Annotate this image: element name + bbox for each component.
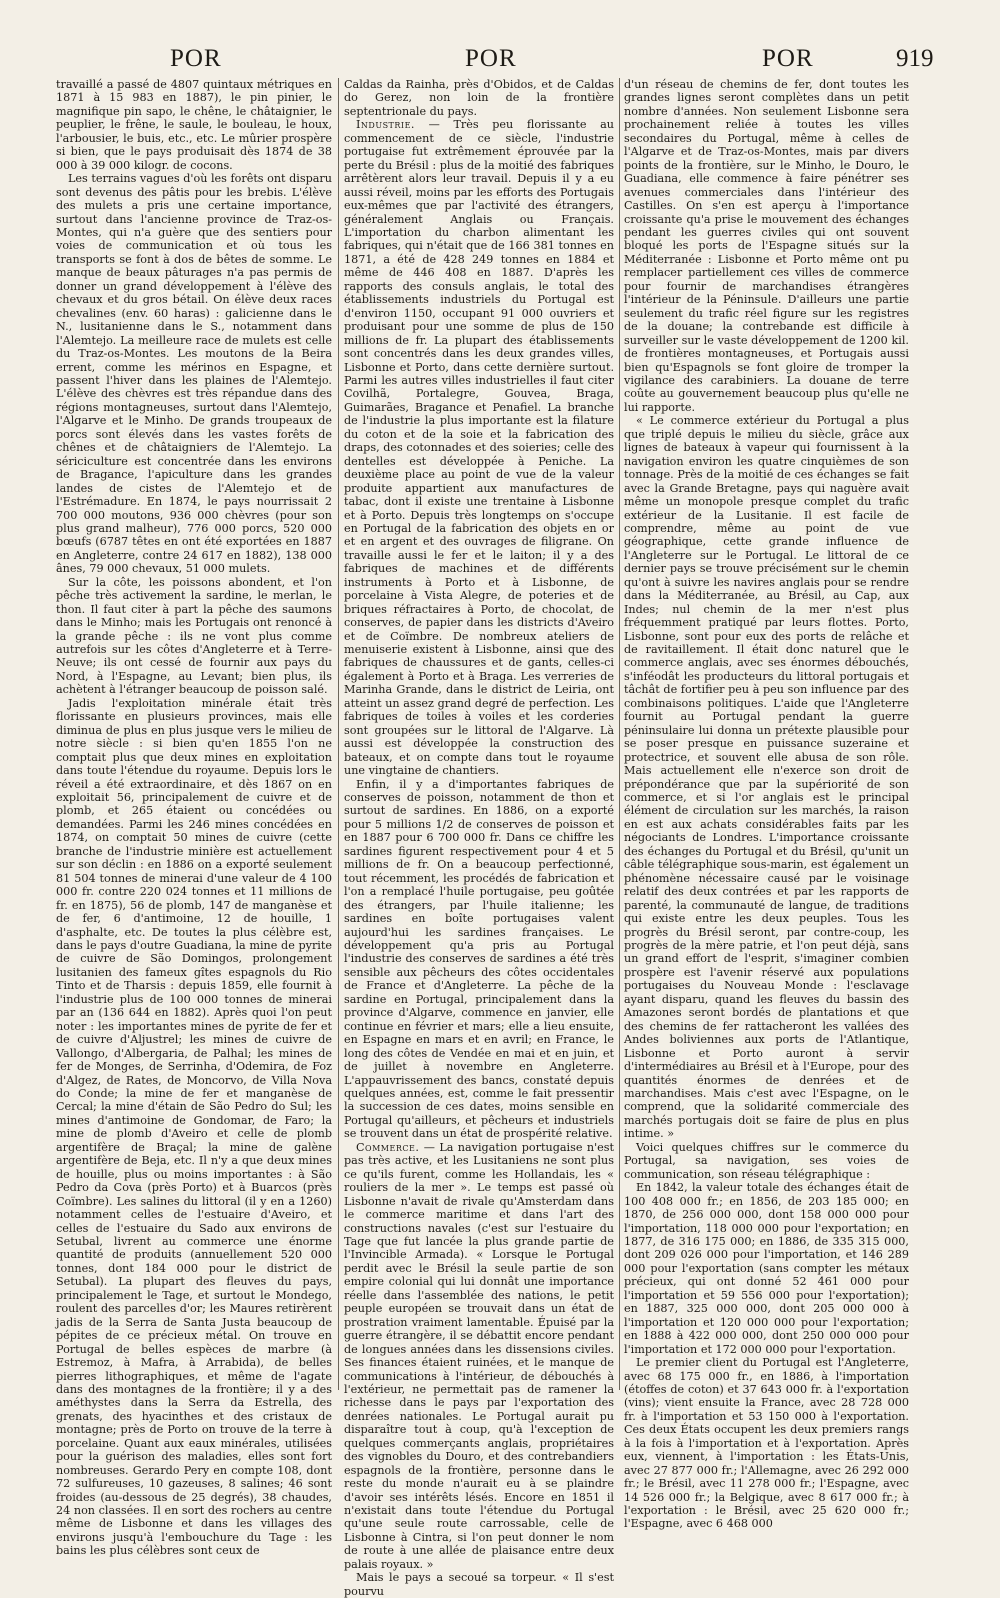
- paragraph: « Le commerce extérieur du Portugal a plus que triplé depuis le milieu du siècle, grâce aux lignes de bateaux à vapeur qui fournissent à la navigation environ les quatre cinquièmes de son tonnage. Près de la moitié de ces échanges se fait avec la Grande Bretagne, pays qui naguère avait même un monopole presque complet du trafic extérieur de la Lusitanie. Il est facile de comprendre, même au point de vue géographique, cette grande influence de l'Angleterre sur le Portugal. Le littoral de ce dernier pays se trouve précisément sur le chemin qu'ont à suivre les navires anglais pour se rendre dans la Méditerranée, au Brésil, au Cap, aux Indes; nul chemin de la mer n'est plus fréquemment pratiqué par leurs flottes. Porto, Lisbonne, sont pour eux des ports de relâche et de ravitaillement. Il était donc naturel que le commerce anglais, avec ses énormes débouchés, s'inféodât les producteurs du littoral portugais et tâchât de fortifier peu à peu son influence par des combinaisons politiques. L'aide que l'Angleterre fournit au Portugal pendant la guerre péninsulaire lui donna un prétexte plausible pour se poser presque en puissance suzeraine et protectrice, et souvent elle abusa de son rôle. Mais actuellement elle n'exerce son droit de prépondérance que par la supériorité de son commerce, et si l'or anglais est le principal élément de circulation sur les marchés, la raison en est aux achats considérables faits par les négociants de Londres. L'importance croissante des échanges du Portugal et du Brésil, qu'unit un câble télégraphique sous-marin, est également un phénomène nécessaire causé par le voisinage relatif des deux contrées et par les rapports de parenté, la communauté de langue, de traditions qui existe entre les deux peuples. Tous les progrès du Brésil seront, par contre-coup, les progrès de la mère patrie, et l'on peut déjà, sans un grand effort de l'esprit, s'imaginer combien prospère est l'avenir réservé aux populations portugaises du Nouveau Monde : l'esclavage ayant disparu, quand les fleuves du bassin des Amazones seront bordés de plantations et que des chemins de fer rattacheront les vallées des Andes boliviennes aux ports de l'Atlantique, Lisbonne et Porto auront à servir d'intermédiaires au Brésil et à l'Europe, pour des quantités énormes de denrées et de marchandises. Mais c'est avec l'Espagne, on le comprend, que la solidarité commerciale des marchés portugais doit se faire de plus en plus intime. »: [624, 414, 909, 1141]
- column-middle: [344, 78, 614, 1598]
- running-header: [0, 44, 1000, 74]
- headword-right: POR: [762, 45, 814, 72]
- paragraph: Le premier client du Portugal est l'Angleterre, avec 68 175 000 fr., en 1886, à l'importation (étoffes de coton) et 37 643 000 fr. à l'exportation (vins); vient ensuite la France, avec 28 728 000 fr. à l'importation et 53 150 000 à l'exportation. Ces deux États occupent les deux premiers rangs à la fois à l'importation et à l'exportation. Après eux, viennent, à l'importation : les États-Unis, avec 27 877 000 fr.; l'Allemagne, avec 26 292 000 fr.; le Brésil, avec 11 278 000 fr.; l'Espagne, avec 14 526 000 fr.; la Belgique, avec 8 617 000 fr.; à l'exportation : le Brésil, avec 25 620 000 fr.; l'Espagne, avec 6 468 000: [624, 1356, 909, 1531]
- section-industrie: [344, 118, 614, 777]
- headword-left: POR: [170, 45, 222, 72]
- section-commerce: [344, 1141, 614, 1572]
- page-number: 919: [896, 45, 934, 72]
- headword-center: POR: [465, 45, 517, 72]
- section-heading-commerce: Commerce.: [356, 1140, 420, 1154]
- section-body: — La navigation portugaise n'est pas très active, et les Lusitaniens ne sont plus ce qu'ils furent, comme les Hollandais, les « rouliers de la mer ». Le temps est passé où Lisbonne n'avait de rivale qu'Amsterdam dans le commerce maritime et dans l'art des constructions navales (c'est sur l'estuaire du Tage que fut lancée la plus grande partie de l'Invincible Armada). « Lorsque le Portugal perdit avec le Brésil la seule partie de son empire colonial qui lui donnât une importance réelle dans l'assemblée des nations, le petit peuple européen se trouvait dans un état de prostration vraiment lamentable. Épuisé par la guerre étrangère, il se débattit encore pendant de longues années dans les dissensions civiles. Ses finances étaient ruinées, et le manque de communications à l'intérieur, de débouchés à l'extérieur, ne permettait pas de ramener la richesse dans le pays par l'exportation des denrées nationales. Le Portugal aurait pu disparaître tout à coup, qu'à l'exception de quelques commerçants anglais, propriétaires des vignobles du Douro, et des contrebandiers espagnols de la frontière, personne dans le reste du monde n'aurait eu à se plaindre d'avoir ses intérêts lésés. Encore en 1851 il n'existait dans toute l'étendue du Portugal qu'une seule route carrossable, celle de Lisbonne à Cintra, si l'on peut donner le nom de route à une allée de plaisance entre deux palais royaux. »: [344, 1140, 614, 1571]
- section-body: — Très peu florissante au commencement de ce siècle, l'industrie portugaise fut extrêmement éprouvée par la perte du Brésil : plus de la moitié des fabriques arrêtèrent alors leur travail. Depuis il y a eu aussi réveil, moins par les efforts des Portugais eux-mêmes que par l'activité des étrangers, généralement Anglais ou Français. L'importation du charbon alimentant les fabriques, qui n'était que de 166 381 tonnes en 1871, a été de 428 249 tonnes en 1884 et même de 446 408 en 1887. D'après les rapports des consuls anglais, le total des établissements industriels du Portugal est d'environ 1150, occupant 91 000 ouvriers et produisant pour une somme de plus de 150 millions de fr. La plupart des établissements sont concentrés dans les deux grandes villes, Lisbonne et Porto, dans cette dernière surtout. Parmi les autres villes industrielles il faut citer Covilhã, Portalegre, Gouvea, Braga, Guimarães, Bragance et Penafiel. La branche de l'industrie la plus importante est la filature du coton et de la soie et la fabrication des draps, des cotonnades et des soieries; celle des dentelles est développée à Peniche. La deuxième place au point de vue de la valeur produite appartient aux manufactures de tabac, dont il existe une trentaine à Lisbonne et à Porto. Depuis très longtemps on s'occupe en Portugal de la fabrication des objets en or et en argent et des ouvrages de filigrane. On travaille aussi le fer et le laiton; il y a des fabriques de machines et de différents instruments à Porto et à Lisbonne, de porcelaine à Vista Alegre, de poteries et de briques réfractaires à Porto, de chocolat, de conserves, de papier dans les districts d'Aveiro et de Coïmbre. De nombreux ateliers de menuiserie existent à Lisbonne, ainsi que des fabriques de chaussures et de gants, celles-ci également à Porto et à Braga. Les verreries de Marinha Grande, dans le district de Leiria, ont atteint un assez grand degré de perfection. Les fabriques de toiles à voiles et les corderies sont groupées sur le littoral de l'Algarve. Là aussi est développée la construction des bateaux, et on compte dans tout le royaume une vingtaine de chantiers.: [344, 118, 614, 778]
- paragraph: Enfin, il y a d'importantes fabriques de conserves de poisson, notamment de thon et surtout de sardines. En 1886, on a exporté pour 5 millions 1/2 de conserves de poisson et en 1887 pour 6 700 000 fr. Dans ce chiffre les sardines figurent respectivement pour 4 et 5 millions de fr. On a beaucoup perfectionné, tout récemment, les procédés de fabrication et l'on a remplacé l'huile portugaise, peu goûtée des étrangers, par l'huile italienne; les sardines en boîte portugaises valent aujourd'hui les sardines françaises. Le développement qu'a pris au Portugal l'industrie des conserves de sardines a été très sensible aux pêcheurs des côtes occidentales de France et d'Angleterre. La pêche de la sardine en Portugal, principalement dans la province d'Algarve, commence en janvier, elle continue en février et mars; elle a lieu ensuite, en Espagne en mars et en avril; en France, le long des côtes de Vendée en mai et en juin, et de juillet à novembre en Angleterre. L'appauvrissement des bancs, constaté depuis quelques années, est, comme le fait pressentir la succession de ces dates, moins sensible en Portugal qu'ailleurs, et pêcheurs et industriels se trouvent dans un état de prospérité relative.: [344, 777, 614, 1141]
- column-right: [624, 78, 909, 1531]
- paragraph: Mais le pays a secoué sa torpeur. « Il s'est pourvu: [344, 1571, 614, 1598]
- paragraph: travaillé a passé de 4807 quintaux métriques en 1871 à 15 983 en 1887), le pin pinier, le magnifique pin sapo, le chêne, le châtaignier, le peuplier, le frêne, le saule, le bouleau, le houx, l'arbousier, le buis, etc., etc. Le mûrier prospère si bien, que le pays produisait dès 1874 de 38 000 à 39 000 kilogr. de cocons.: [56, 78, 332, 172]
- section-heading-industrie: Industrie.: [356, 118, 415, 132]
- column-rule: [619, 78, 620, 1390]
- paragraph: Jadis l'exploitation minérale était très florissante en plusieurs provinces, mais elle diminua de plus en plus jusque vers le milieu de notre siècle : si bien qu'en 1855 l'on ne comptait plus que deux mines en exploitation dans toute l'étendue du royaume. Depuis lors le réveil a été extraordinaire, et dès 1867 on en exploitait 56, principalement de cuivre et de plomb, et 265 étaient ou concédées ou demandées. Parmi les 246 mines concédées en 1874, on comptait 50 mines de cuivre (cette branche de l'industrie minière est actuellement sur son déclin : en 1886 on a exporté seulement 81 504 tonnes de minerai d'une valeur de 4 100 000 fr. contre 220 024 tonnes et 11 millions de fr. en 1875), 56 de plomb, 147 de manganèse et de fer, 6 d'antimoine, 12 de houille, 1 d'asphalte, etc. De toutes la plus célèbre est, dans le pays d'outre Guadiana, la mine de pyrite de cuivre de São Domingos, prolongement lusitanien des fameux gîtes espagnols du Rio Tinto et de Tharsis : depuis 1859, elle fournit à l'industrie plus de 100 000 tonnes de minerai par an (136 644 en 1882). Après quoi l'on peut noter : les importantes mines de pyrite de fer et de cuivre d'Aljustrel; les mines de cuivre de Vallongo, d'Albergaria, de Palhal; les mines de fer de Monges, de Serrinha, d'Odemira, de Foz d'Algez, de Rates, de Moncorvo, de Villa Nova do Conde; la mine de fer et manganèse de Cercal; la mine d'étain de São Pedro do Sul; les mines d'antimoine de Gondomar, de Faro; la mine de plomb d'Aveiro et celle de plomb argentifère de Braçal; la mine de galène argentifère de Beja, etc. Il n'y a que deux mines de houille, plus ou moins importantes : à São Pedro da Cova (près Porto) et à Buarcos (près Coïmbre). Les salines du littoral (il y en a 1260) notamment celles de l'estuaire d'Aveiro, et celles de l'estuaire du Sado aux environs de Setubal, livrent au commerce une énorme quantité de produits (annuellement 520 000 tonnes, dont 184 000 pour le district de Setubal). La plupart des fleuves du pays, principalement le Tage, et surtout le Mondego, roulent des parcelles d'or; les Maures retirèrent jadis de la Serra de Santa Justa beaucoup de pépites de ce précieux métal. On trouve en Portugal de belles espèces de marbre (à Estremoz, à Mafra, à Arrabida), de belles pierres lithographiques, et même de l'agate dans des montagnes de la frontière; il y a des améthystes dans la Serra da Estrella, des grenats, des hyacinthes et des cristaux de montagne; près de Porto on trouve de la terre à porcelaine. Quant aux eaux minérales, utilisées pour la guérison des maladies, elles sont fort nombreuses. Gerardo Pery en compte 108, dont 72 sulfureuses, 10 gazeuses, 8 salines; 46 sont froides (au-dessous de 25 degrés), 38 chaudes, 24 non classées. Il en sort des rochers au centre même de Lisbonne et dans les villages des environs jusqu'à l'embouchure du Tage : les bains les plus célèbres sont ceux de: [56, 696, 332, 1558]
- paragraph: Sur la côte, les poissons abondent, et l'on pêche très activement la sardine, le merlan, le thon. Il faut citer à part la pêche des saumons dans le Minho; mais les Portugais ont renoncé à la grande pêche : ils ne vont plus comme autrefois sur les côtes d'Angleterre et à Terre-Neuve; ils ont cessé de fournir aux pays du Nord, à l'Espagne, au Levant; bien plus, ils achètent à l'étranger beaucoup de poisson salé.: [56, 575, 332, 697]
- paragraph: Caldas da Rainha, près d'Obidos, et de Caldas do Gerez, non loin de la frontière septentrionale du pays.: [344, 78, 614, 118]
- column-rule: [338, 78, 339, 1390]
- column-left: [56, 78, 332, 1558]
- paragraph: d'un réseau de chemins de fer, dont toutes les grandes lignes seront complètes dans un petit nombre d'années. Non seulement Lisbonne sera prochainement reliée à toutes les villes secondaires du Portugal, même à celles de l'Algarve et de Traz-os-Montes, mais par divers points de la frontière, sur le Minho, le Douro, le Guadiana, elle commence à faire pénétrer ses avenues commerciales dans l'intérieur des Castilles. On s'en est aperçu à l'importance croissante qu'a prise le mouvement des échanges pendant les guerres civiles qui ont souvent bloqué les ports de l'Espagne situés sur la Méditerranée : Lisbonne et Porto même ont pu remplacer partiellement ces villes de commerce pour fournir de marchandises étrangères l'intérieur de la Péninsule. D'ailleurs une partie seulement du trafic réel figure sur les registres de la douane; la contrebande est difficile à surveiller sur le vaste développement de 1200 kil. de frontières montagneuses, et Portugais aussi bien qu'Espagnols se font gloire de tromper la vigilance des carabiniers. La douane de terre coûte au gouvernement beaucoup plus qu'elle ne lui rapporte.: [624, 78, 909, 414]
- paragraph: Les terrains vagues d'où les forêts ont disparu sont devenus des pâtis pour les brebis. L'élève des mulets a pris une certaine importance, surtout dans l'ancienne province de Traz-os-Montes, qui n'a guère que des sentiers pour voies de communication et où tous les transports se font à dos de bêtes de somme. Le manque de beaux pâturages n'a pas permis de donner un grand développement à l'élève des chevaux et du gros bétail. On élève deux races chevalines (env. 60 haras) : galicienne dans le N., lusitanienne dans le S., notamment dans l'Alemtejo. La meilleure race de mulets est celle du Traz-os-Montes. Les moutons de la Beira errent, comme les mérinos en Espagne, et passent l'hiver dans les plaines de l'Alemtejo. L'élève des chèvres est très répandue dans des régions montagneuses, surtout dans l'Alemtejo, l'Algarve et le Minho. De grands troupeaux de porcs sont élevés dans les vastes forêts de chênes et de châtaigniers de l'Alemtejo. La sériciculture est concentrée dans les environs de Bragance, l'apiculture dans les grandes landes de cistes de l'Alemtejo et de l'Estrémadure. En 1874, le pays nourrissait 2 700 000 moutons, 936 000 chèvres (pour son plus grand malheur), 776 000 porcs, 520 000 bœufs (6787 têtes en ont été exportées en 1887 en Angleterre, contre 24 617 en 1882), 138 000 ânes, 79 000 chevaux, 51 000 mulets.: [56, 172, 332, 576]
- paragraph: Voici quelques chiffres sur le commerce du Portugal, sa navigation, ses voies de communication, son réseau télégraphique :: [624, 1140, 909, 1181]
- paragraph: En 1842, la valeur totale des échanges était de 100 408 000 fr.; en 1856, de 203 185 000; en 1870, de 256 000 000, dont 158 000 000 pour l'importation, 118 000 000 pour l'exportation; en 1877, de 316 175 000; en 1886, de 335 315 000, dont 209 026 000 pour l'importation, et 146 289 000 pour l'exportation (sans compter les métaux précieux, qui ont donné 52 461 000 pour l'importation et 59 556 000 pour l'exportation); en 1887, 325 000 000, dont 205 000 000 à l'importation et 120 000 000 pour l'exportation; en 1888 à 422 000 000, dont 250 000 000 pour l'importation et 172 000 000 pour l'exportation.: [624, 1181, 909, 1356]
